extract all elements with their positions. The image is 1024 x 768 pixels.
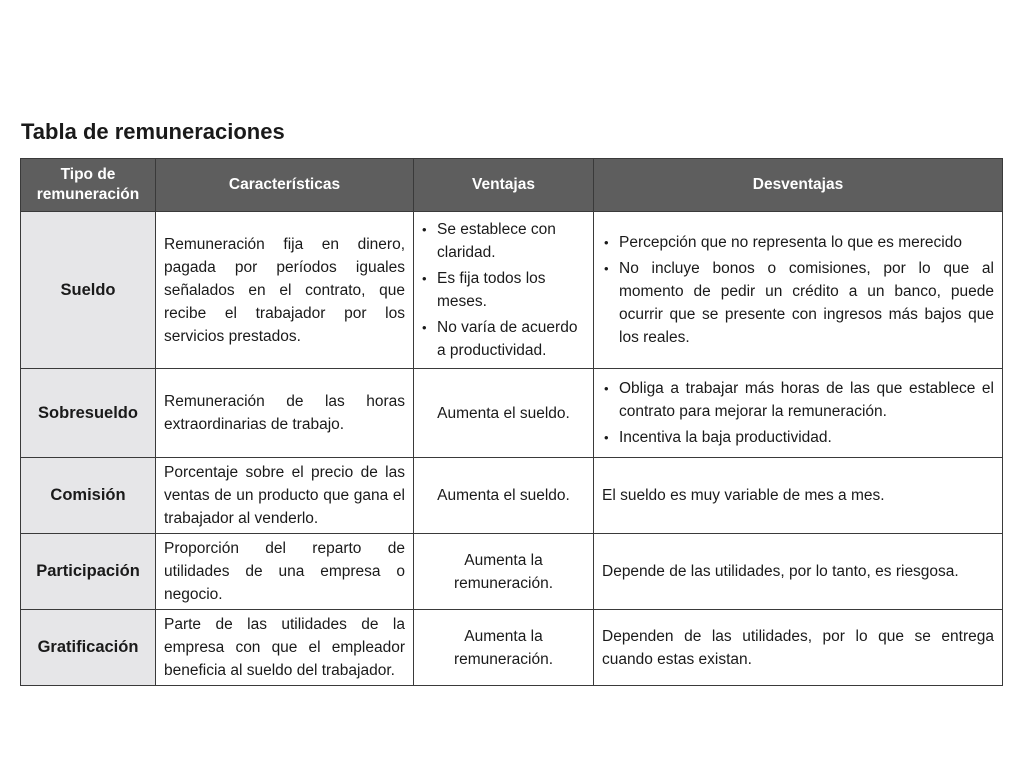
row-type: Gratificación xyxy=(21,610,156,686)
row-ventajas: Aumenta la remuneración. xyxy=(414,534,594,610)
header-desventajas: Desventajas xyxy=(594,159,1003,212)
list-item: • Obliga a trabajar más horas de las que establece el contrato para mejorar la remuneración. xyxy=(604,380,994,420)
row-desventajas xyxy=(594,212,1003,369)
row-desventajas: Dependen de las utilidades, por lo que se entrega cuando estas existan. xyxy=(594,610,1003,686)
row-caracteristicas: Proporción del reparto de utilidades de una empresa o negocio. xyxy=(156,534,414,610)
list-item: • Es fija todos los meses. xyxy=(422,270,546,310)
row-caracteristicas: Remuneración fija en dinero, pagada por períodos iguales señalados en el contrato, que recibe el trabajador por los servicios prestados. xyxy=(156,212,414,369)
header-ventajas: Ventajas xyxy=(414,159,594,212)
list-item: • No incluye bonos o comisiones, por lo que al momento de pedir un crédito a un banco, puede ocurrir que se presente con ingresos más bajos que los reales. xyxy=(604,260,994,346)
table-title: Tabla de remuneraciones xyxy=(21,119,285,144)
row-caracteristicas: Remuneración de las horas extraordinarias de trabajo. xyxy=(156,369,414,458)
row-ventajas: Aumenta la remuneración. xyxy=(414,610,594,686)
header-caracteristicas: Características xyxy=(156,159,414,212)
table-row xyxy=(21,212,1003,369)
row-desventajas: Depende de las utilidades, por lo tanto, es riesgosa. xyxy=(594,534,1003,610)
row-ventajas xyxy=(414,212,594,369)
table-row xyxy=(21,369,1003,458)
row-ventajas: Aumenta el sueldo. xyxy=(414,458,594,534)
row-desventajas: El sueldo es muy variable de mes a mes. xyxy=(594,458,1003,534)
row-type: Sobresueldo xyxy=(21,369,156,458)
row-type: Comisión xyxy=(21,458,156,534)
table-row xyxy=(21,534,1003,610)
list-item: • No varía de acuerdo a productividad. xyxy=(422,319,578,359)
list-item: • Se establece con claridad. xyxy=(422,221,556,261)
row-ventajas: Aumenta el sueldo. xyxy=(414,369,594,458)
row-caracteristicas: Parte de las utilidades de la empresa con que el empleador beneficia al sueldo del trabajador. xyxy=(156,610,414,686)
table-row xyxy=(21,610,1003,686)
row-type: Sueldo xyxy=(21,212,156,369)
row-caracteristicas: Porcentaje sobre el precio de las ventas de un producto que gana el trabajador al venderlo. xyxy=(156,458,414,534)
list-item: • Incentiva la baja productividad. xyxy=(604,429,832,446)
table-row xyxy=(21,458,1003,534)
remuneration-table xyxy=(20,158,1003,686)
row-type: Participación xyxy=(21,534,156,610)
row-desventajas xyxy=(594,369,1003,458)
header-tipo: Tipo de remuneración xyxy=(21,159,156,212)
list-item: • Percepción que no representa lo que es merecido xyxy=(604,234,962,251)
table-header-row xyxy=(21,159,1003,212)
